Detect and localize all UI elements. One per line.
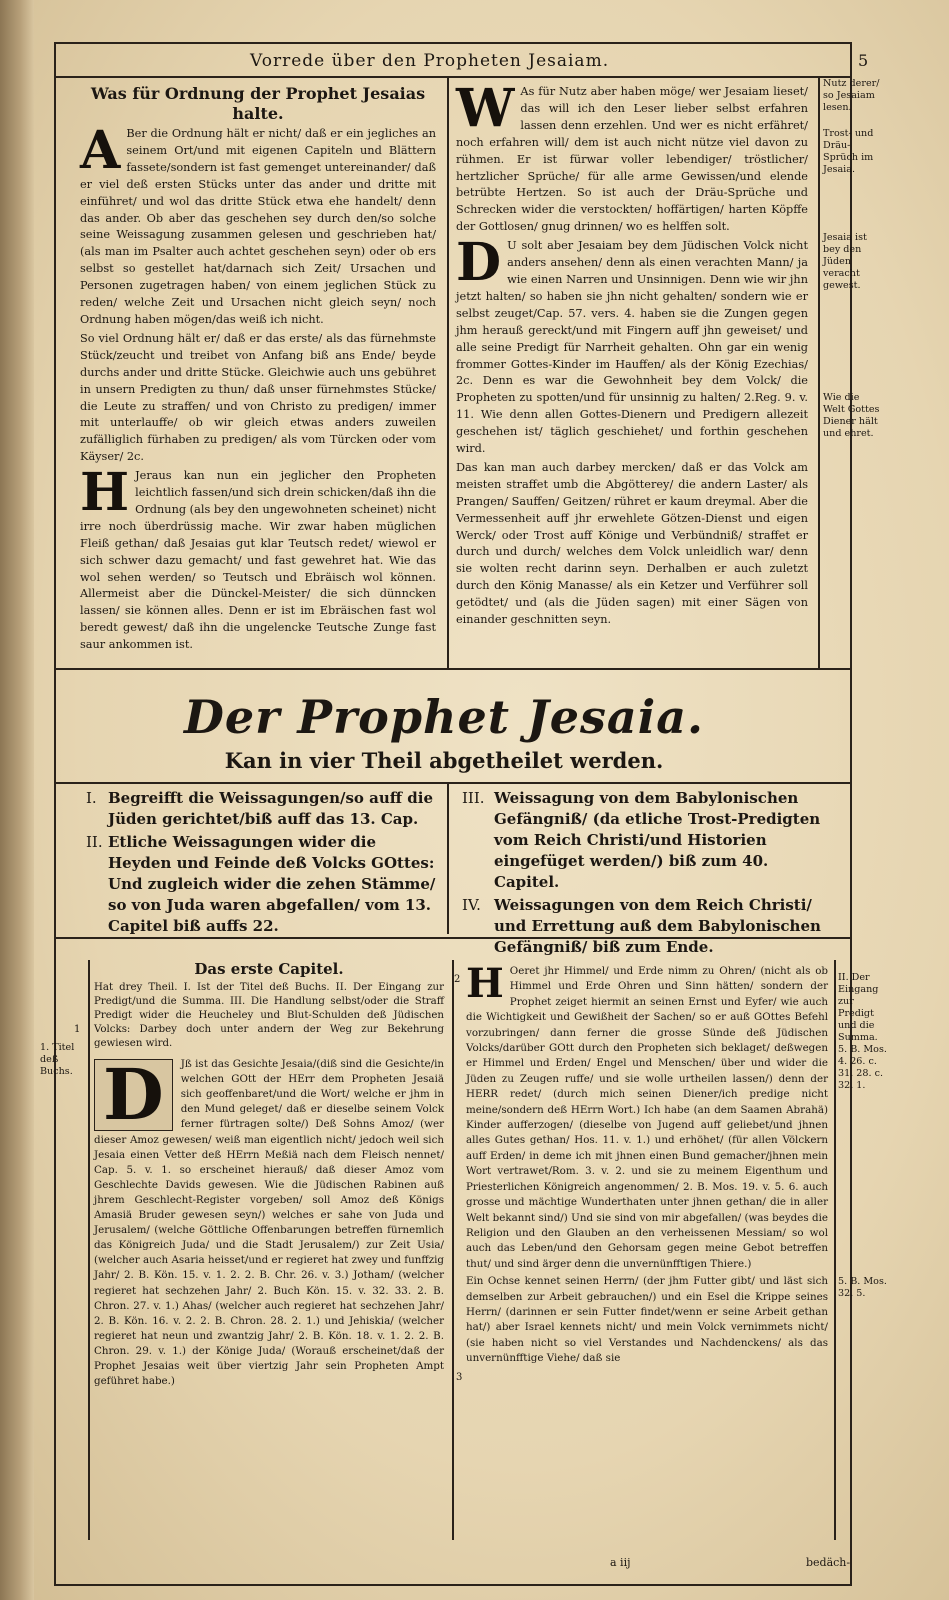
preface-paragraph: D U solt aber Jesaiam bey dem Jüdischen Volck nicht anders ansehen/ denn als einen verachten Mann/ ja wie einen Narren und Unsinnigen. Denn wie wir jhn jetzt halten/ so haben sie jhn nicht gehalten/ sondern wie er selbst zeuget/Cap. 57. vers. 4. haben sie die Zungen gegen jhm herauß gereckt/und mit Fingern auff jhn geweiset/ und alle seine Predigt für Narrheit gehalten. Ohn gar ein wenig frommer Gottes-Kinder im Hauffen/ als der König Ezechias/ 2c. Denn es war die Gewohnheit bey dem Volck/ die Propheten zu spotten/und für unsinnig zu halten/ 2.Reg. 9. v. 11. Wie denn allen Gottes-Dienern und Predigern allezeit geschehen ist/ täglich geschiehet/ und forthin geschehen wird.: [456, 232, 808, 456]
header-rule: [54, 76, 850, 78]
parts-right: [462, 788, 838, 960]
top-margin-divider: [818, 78, 820, 668]
verse-number: 3: [456, 1372, 463, 1383]
chapter-right-column: [466, 960, 828, 1369]
book-gutter: [0, 0, 34, 1600]
chapter-left-column: [94, 962, 444, 1391]
part-item: [462, 895, 838, 958]
part-text: Weissagung von dem Babylonischen Gefängniß/ (da etliche Trost-Predigten vom Reich Christi/und Historien eingefüget werden/) biß zum 40. Capitel.: [494, 789, 821, 891]
part-item: [86, 788, 440, 830]
margin-note: Jesaia ist bey den Jüden veracht gewest.: [823, 232, 867, 291]
book-title: Der Prophet Jesaia.: [183, 690, 705, 744]
book-subtitle: Kan in vier Theil abgetheilet werden.: [224, 748, 664, 773]
part-number: IV.: [462, 896, 481, 914]
verse-number: 1: [74, 1024, 81, 1035]
preface-paragraph: H Jeraus kan nun ein jeglicher den Propheten leichtlich fassen/und sich drein schicken/daß ihn die Ordnung (als bey den ungewohneten scheinet) nicht irre noch überdrüssig mache. Wir zwar haben müglichen Fleiß gethan/ daß Jesaias gut klar Teutsch redet/ wiewol er sich schwer dazu gemacht/ und fast gewehret hat. Wie das wol sehen werden/ so Teutsch und Ebräisch wol können. Allermeist aber die Dünckel-Meister/ die sich dünncken lassen/ sie können alles. Denn er ist im Ebräischen fast wol beredt gewest/ daß ihn die ungelencke Teutsche Zunge fast saur ankommen ist.: [80, 462, 437, 652]
drop-cap: A: [80, 120, 121, 181]
parts-column-divider: [447, 784, 449, 934]
page-number: 5: [858, 51, 869, 70]
margin-note-title: 1. Titel deß Buchs.: [40, 1042, 75, 1077]
drop-cap: D: [456, 232, 502, 294]
chapter-right-margin-rule: [834, 960, 836, 1540]
preface-paragraph: So viel Ordnung hält er/ daß er das erste/ als das fürnehmste Stück/zeucht und treibet von Anfang biß ans Ende/ beyde durchs ander und dritte Stücke. Gleichwie auch uns gebühret in unsern Predigten zu thun/ daß unser fürnehmstes Stücke/ die Leute zu straffen/ und von Christo zu predigen/ immer mit unterlauffe/ ob wir gleich etwas anders zuweilen zufälliglich fürhaben zu predigen/ als vom Türcken oder vom Käyser/ 2c.: [80, 331, 436, 464]
drop-cap: H: [80, 462, 130, 524]
part-item: [462, 788, 838, 893]
part-text: Begreifft die Weissagungen/so auff die Jüden gerichtet/biß auff das 13. Cap.: [108, 789, 434, 828]
margin-note: 5. B. Mos. 32. 5.: [838, 1276, 887, 1299]
parts-top-rule: [54, 782, 850, 784]
preface-left-column: [80, 84, 436, 656]
preface-right-column: [456, 78, 808, 631]
part-number: III.: [462, 789, 485, 807]
chapter-title: Das erste Capitel.: [194, 960, 344, 978]
chapter-left-margin-rule: [88, 960, 90, 1540]
preface-paragraph: Das kan man auch darbey mercken/ daß er das Volck am meisten straffet umb die Abgötterey/ die andern Laster/ als Prangen/ Sauffen/ Geitzen/ rühret er kaum dreymal. Aber die Vermessenheit auff jhr erwehlete Götzen-Dienst und eigen Werck/ oder Trost auff Könige und Verbündniß/ straffet er durch und durch/ welches dem Volck unleidlich war/ denn sie wolten recht darinn seyn. Derhalben er auch zuletzt durch den König Manasse/ als ein Ketzer und Verführer soll getödtet/ und (als die Jüden sagen) mit einer Sägen von einander geschnitten seyn.: [456, 460, 808, 627]
parts-left: [86, 788, 440, 939]
part-number: I.: [86, 789, 97, 807]
running-head: Vorrede über den Propheten Jesaiam.: [250, 51, 610, 71]
part-text: Etliche Weissagungen wider die Heyden und Feinde deß Volcks GOttes: Und zugleich wider die zehen Stämme/ so von Juda waren abgefallen/ vom 13. Capitel biß auffs 22.: [108, 833, 436, 935]
margin-note: II. Der Eingang zur Predigt und die Summa. 5. B. Mos. 4. 26. c. 31. 28. c. 32. 1.: [838, 972, 887, 1091]
margin-note: Nutz derer/ so Jesaiam lesen.: [823, 78, 880, 113]
preface-bottom-rule: [54, 668, 850, 670]
verse-3: Ein Ochse kennet seinen Herrn/ (der jhm Futter gibt/ und läst sich demselben zur Arbeit gebrauchen/) und ein Esel die Krippe seines Herrn/ (darinnen er sein Futter findet/wenn er seine Arbeit gethan hat/) aber Israel kennets nicht/ und mein Volck vernimmets nicht/ (sie haben nicht so viel Verstandes und Nachdenckens/ als das unvernünfftige Viehe/ daß sie: [466, 1275, 828, 1365]
preface-paragraph: W As für Nutz aber haben möge/ wer Jesaiam lieset/ das will ich den Leser lieber selbst erfahren lassen denn erzehlen. Und wer es nicht erfähret/ noch erfahren will/ dem ist auch nicht nütze viel davon zu rühmen. Er ist fürwar voller lebendiger/ tröstlicher/ hertzlicher Sprüche/ für alle arme Gewissen/und elende betrübte Hertzen. So ist auch der Dräu-Sprüche und Schrecken wider die verstockten/ hoffärtigen/ harten Köpffe der Gottlosen/ gnug drinnen/ wo es helffen solt.: [456, 78, 808, 234]
margin-note: Wie die Welt Gottes Diener hält und ehret.: [823, 392, 880, 439]
part-text: Weissagungen von dem Reich Christi/ und Errettung auß dem Babylonischen Gefängniß/ biß zum Ende.: [494, 896, 821, 956]
ornamental-initial: D: [94, 1059, 173, 1131]
chapter-column-divider: [452, 960, 454, 1540]
part-item: [86, 832, 440, 937]
signature-mark: a iij: [610, 1556, 631, 1569]
chapter-summary: Hat drey Theil. I. Ist der Titel deß Buchs. II. Der Eingang zur Predigt/und die Summa. III. Die Handlung selbst/oder die Straff Predigt wider die Heucheley und Blut-Schulden deß Jüdischen Volcks: Darbey doch unter andern der Weg zur Bekehrung gewiesen wird.: [94, 982, 444, 1050]
verse-number: 2: [454, 974, 461, 985]
verse-1: D Jß ist das Gesichte Jesaia/(diß sind die Gesichte/in welchen GOtt der HErr dem Propheten Jesaiä sich geoffenbaret/und die Wort/ welche er jhm in den Mund geleget/ daß er dieselbe seinem Volck ferner fürtragen solte/) Deß Sohns Amoz/ (wer dieser Amoz gewesen/ weiß man eigentlich nicht/ jedoch weil sich Jesaia einen Vetter deß HErrn Meßiä nach dem Fleisch nennet/ Cap. 5. v. 1. so erscheinet hierauß/ daß dieser Amoz vom Geschlechte Davids gewesen. Wie die Jüdischen Rabinen auß jhrem Geschlecht-Register vorgeben/ soll Amoz deß Königs Amasiä Bruder gewesen seyn/) welches er sahe von Juda und Jerusalem/ (welche Göttliche Offenbarungen betreffen fürnemlich das Königreich Juda/ und die Stadt Jerusalem/) zur Zeit Usia/ (welcher auch Asaria heisset/und er regieret hat zwey und funffzig Jahr/ 2. B. Kön. 15. v. 1. 2. 2. B. Chr. 26. v. 3.) Jotham/ (welcher regieret hat sechzehen Jahr/ 2. Buch Kön. 15. v. 32. 33. 2. B. Chron. 27. v. 1.) Ahas/ (welcher auch regieret hat sechzehen Jahr/ 2. B. Kön. 16. v. 2. 2. B. Chron. 28. 2. 1.) und Jehiskia/ (welcher regieret hat neun und zwantzig Jahr/ 2. B. Kön. 18. v. 1. 2. 2. B. Chron. 29. v. 1.) der Könige Juda/ (Worauß erscheinet/daß der Prophet Jesaias weit über viertzig Jahr sein Propheten Ampt geführet habe.): [94, 1053, 444, 1388]
preface-column-divider: [447, 78, 449, 668]
drop-cap: W: [456, 78, 515, 139]
catchword: bedäch-: [806, 1556, 851, 1569]
verse-2: H Oeret jhr Himmel/ und Erde nimm zu Ohren/ (nicht als ob Himmel und Erde Ohren und Sinn hätten/ sondern der Prophet zeiget hiermit an seinen Ernst und Eyfer/ wie auch die Wichtigkeit und Gewißheit der Sachen/ so er auß GOttes Befehl vorzubringen/ dann ferner die grosse Sünde deß Jüdischen Volcks/darüber GOtt durch den Propheten sich beklaget/ deßwegen er Himmel und Erden/ Engel und Menschen/ über und wider die Jüden zu Zeugen ruffe/ und sie wolle urtheilen lassen/) denn der HERR redet/ (durch mich seinen Diener/ich predige nicht meine/sondern deß HErrn Wort.) Ich habe (an dem Saamen Abrahä) Kinder aufferzogen/ (dieselbe von Jugend auff geliebet/und jhnen alles Gutes gethan/ Hos. 11. v. 1.) und erhöhet/ (für allen Völckern auff Erden/ in deme ich mit jhnen einen Bund gemacher/jhnen mein Wort vertrawet/Rom. 3. v. 2. und sie zu meinem Eigenthum und Priesterlichen Königreich angenommen/ 2. B. Mos. 19. v. 5. 6. auch grosse und mächtige Wunderthaten unter jhnen gethan/ die in aller Welt bekannt sind/) Und sie sind von mir abgefallen/ (was beydes die Religion und den Glauben an den verheissenen Messiam/ so wol auch das Leben/und den Gehorsam gegen meine Gebot betreffen thut/ und sind ärger denn die unvernünfftigen Thiere.): [466, 960, 828, 1270]
preface-section-title: Was für Ordnung der Prophet Jesaias halte.: [90, 84, 426, 123]
drop-cap: H: [466, 960, 504, 1007]
part-number: II.: [86, 833, 103, 851]
preface-paragraph: A Ber die Ordnung hält er nicht/ daß er ein jegliches an seinem Ort/und mit eigenen Capiteln und Blättern fassete/sondern ist fast gemenget untereinander/ daß er viel deß ersten Stücks unter das ander und dritte mit einführet/ und wol das dritte Stück etwa ehe handelt/ denn das ander. Ob aber das geschehen sey durch den/so solche seine Weissagung zusammen gelesen und geschrieben hat/ (als man im Psalter auch achtet geschehen seyn) oder ob ers selbst so gestellet hat/darnach sich Zeit/ Ursachen und Personen zugetragen haben/ von einem jeglichen Stück zu reden/ welche Zeit und Ursachen nicht gleich seyn/ noch Ordnung haben mögen/das weiß ich nicht.: [80, 120, 436, 326]
margin-note: Trost- und Dräu-Sprüch im Jesaia.: [823, 128, 874, 175]
